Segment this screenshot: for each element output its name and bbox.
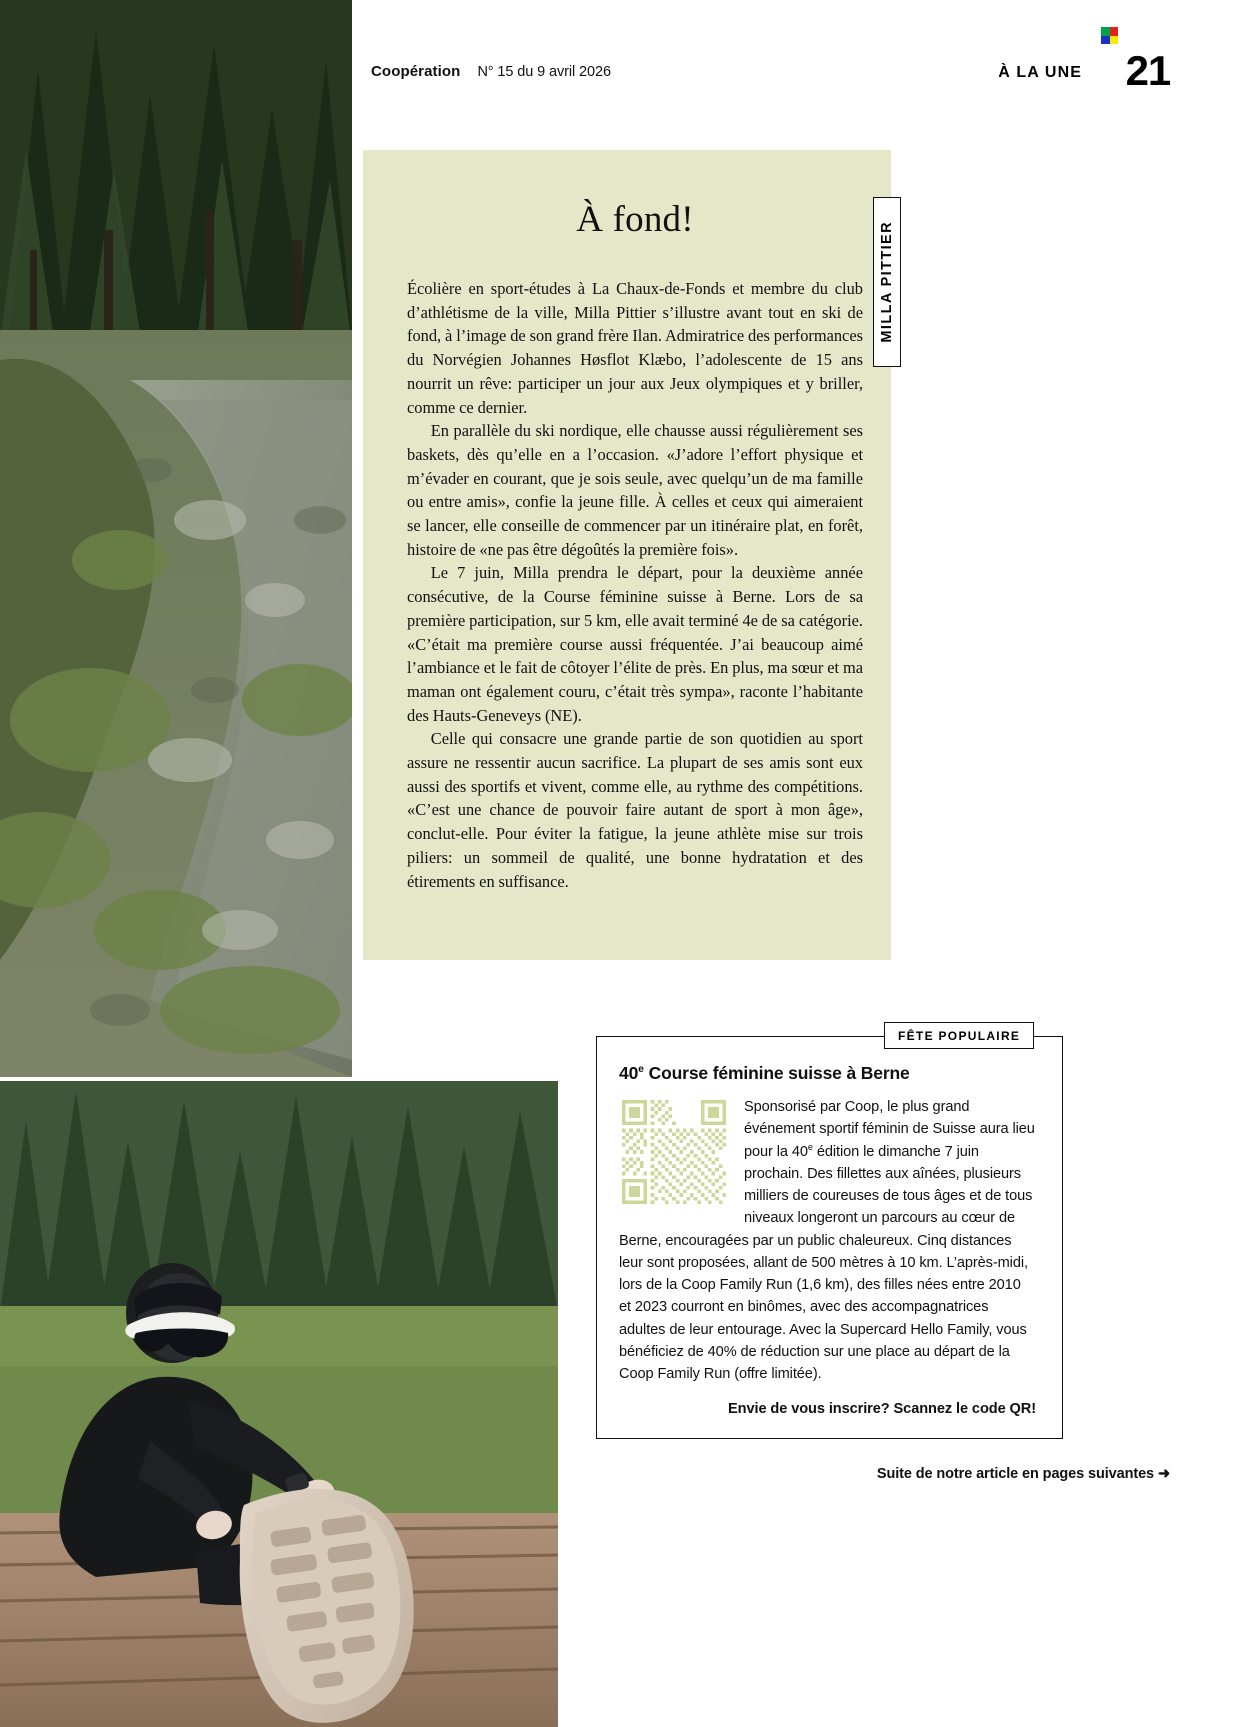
- byline-tab-label: MILLA PITTIER: [879, 221, 895, 343]
- article-headline: À fond!: [576, 199, 694, 240]
- registration-mark-icon: [1101, 27, 1118, 44]
- info-box-body: [619, 1096, 1036, 1385]
- info-box-cta: Envie de vous inscrire? Scannez le code QR!: [728, 1401, 1036, 1418]
- runner-stretching-photo: [0, 1081, 558, 1727]
- article-paragraph: Celle qui consacre une grande partie de son quotidien au sport assure ne ressentir aucun sacrifice. La plupart de ses amis sont eux aussi des sportifs et vivent, comme elle, au rythme des compétitions. «C’est une chance de pouvoir faire autant de sport à mon âge», conclut-elle. Pour éviter la fatigue, la jeune athlète mise sur trois piliers: un sommeil de qualité, une bonne hydratation et des étirements en suffisance.: [407, 729, 863, 891]
- byline-tab: [873, 197, 901, 367]
- info-box-body-part2: édition le dimanche 7 juin prochain. Des fillettes aux aînées, plusieurs milliers de coureuses de tous âges et de tous niveaux longeront un parcours au cœur de Berne, encouragées par un public chaleureux. Cinq distances leur sont proposées, allant de 500 mètres à 10 km. L’après-midi, lors de la Coop Family Run (1,6 km), des filles nées entre 2010 et 2023 courront en binômes, avec des accompagnatrices adultes de leur entourage. Avec la Supercard Hello Family, vous bénéficiez de 40% de réduction sur une place au départ de la Coop Family Run (offre limitée).: [619, 1143, 1033, 1382]
- article-paragraph: Écolière en sport-études à La Chaux-de-Fonds et membre du club d’athlétisme de la ville, Milla Pittier s’illustre avant tout en ski de fond, à l’image de son grand frère Ilan. Admiratrice des performances du Norvégien Johannes Høsflot Klæbo, l’adolescente de 15 ans nourrit un rêve: participer un jour aux Jeux olympiques et y briller, comme ce dernier.: [407, 279, 863, 417]
- publication-name: Coopération: [371, 63, 461, 80]
- reg-swatch-blue: [1101, 36, 1110, 45]
- info-box-title-number: 40: [619, 1063, 639, 1083]
- continuation-note: Suite de notre article en pages suivantes ➜: [876, 1466, 1170, 1482]
- info-box-title-rest: Course féminine suisse à Berne: [643, 1063, 910, 1083]
- info-box-body-part1: Sponsorisé par Coop, le plus grand événement sportif féminin de Suisse aura lieu pour la 40: [744, 1099, 1035, 1160]
- page-number: 21: [1125, 47, 1170, 94]
- reg-swatch-red: [1110, 27, 1119, 36]
- info-box: [596, 1036, 1063, 1439]
- reg-swatch-green: [1101, 27, 1110, 36]
- article-block: [363, 150, 891, 960]
- article-body: [407, 277, 863, 893]
- issue-line: N° 15 du 9 avril 2026: [477, 64, 611, 80]
- info-box-title-ordinal: e: [638, 1063, 644, 1076]
- article-paragraph: Le 7 juin, Milla prendra le départ, pour la deuxième année consécutive, de la Course féminine suisse à Berne. Lors de sa première participation, sur 5 km, elle avait terminé 4e de sa catégorie. «C’était ma première course aussi fréquentée. J’ai beaucoup aimé l’ambiance et le fait de côtoyer l’élite de près. En plus, ma sœur et ma maman ont également couru, c’était très sympa», raconte l’habitante des Hauts-Geneveys (NE).: [407, 563, 863, 725]
- info-box-badge: FÊTE POPULAIRE: [884, 1022, 1034, 1049]
- section-rubric: À LA UNE: [998, 64, 1082, 81]
- info-box-body-ordinal: e: [807, 1141, 813, 1152]
- masthead: [371, 63, 611, 80]
- qr-code[interactable]: [622, 1100, 726, 1204]
- article-paragraph: En parallèle du ski nordique, elle chausse aussi régulièrement ses baskets, dès qu’elle en a l’occasion. «J’adore l’effort physique et m’évader en courant, que je sois seule, avec quelqu’un de ma famille ou entre amis», confie la jeune fille. À celles et ceux qui aimeraient se lancer, elle conseille de commencer par un itinéraire plat, en forêt, histoire de «ne pas être dégoûtés la première fois».: [407, 421, 863, 559]
- info-box-title: [619, 1063, 1036, 1084]
- reg-swatch-yellow: [1110, 36, 1119, 45]
- forest-trail-photo: [0, 0, 352, 1077]
